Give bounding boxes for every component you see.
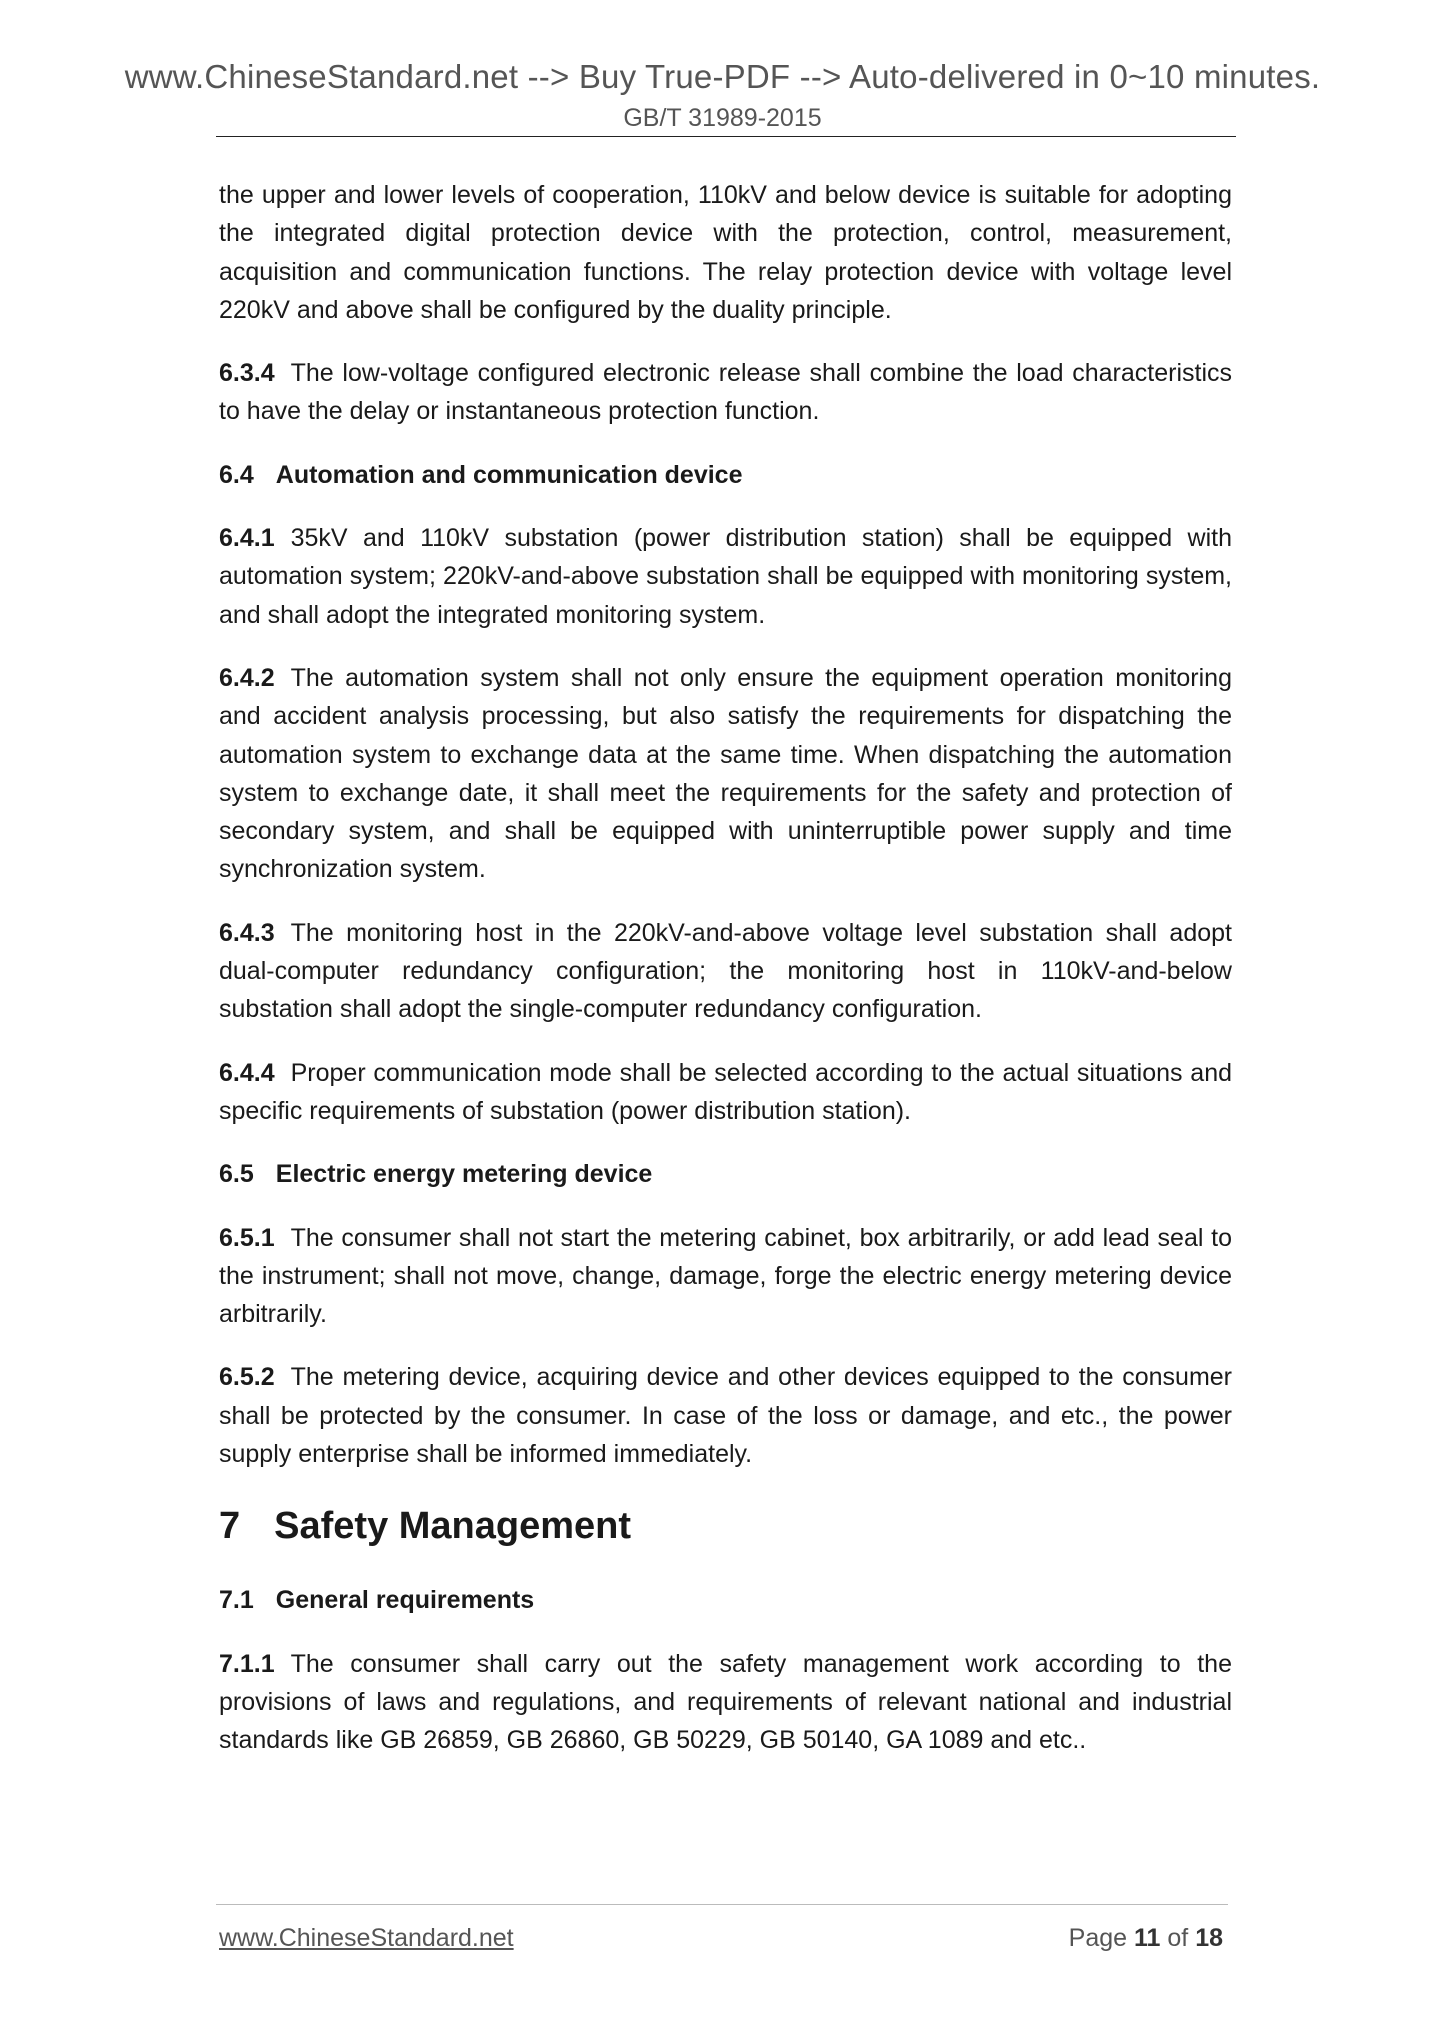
site-banner: www.ChineseStandard.net --> Buy True-PDF --> Auto-delivered in 0~10 minutes. xyxy=(124,58,1321,95)
clause-number: 6.4.4 xyxy=(219,1058,275,1087)
clause-6-4-3 xyxy=(219,914,1232,1029)
section-title: Electric energy metering device xyxy=(275,1160,653,1189)
footer-site-link[interactable]: www.ChineseStandard.net xyxy=(219,1924,514,1952)
clause-6-5-2 xyxy=(219,1358,1232,1473)
clause-text: The low-voltage configured electronic release shall combine the load characteristics to have the delay or instantaneous protection function. xyxy=(219,359,1232,426)
clause-number: 7.1.1 xyxy=(219,1649,275,1678)
clause-text: 35kV and 110kV substation (power distribution station) shall be equipped with automation system; 220kV-and-above substation shall be equipped with monitoring system, and shall adopt the integrated monitoring system. xyxy=(219,524,1232,629)
footer-divider xyxy=(216,1904,1228,1905)
clause-text: The consumer shall not start the metering cabinet, box arbitrarily, or add lead seal to the instrument; shall not move, change, damage, forge the electric energy metering device arbitrarily. xyxy=(219,1223,1232,1329)
clause-text: The monitoring host in the 220kV-and-above voltage level substation shall adopt dual-computer redundancy configuration; the monitoring host in 110kV-and-below substation shall adopt the single-computer redundancy configuration. xyxy=(219,918,1232,1024)
clause-6-4-2 xyxy=(219,659,1232,889)
section-heading-6-5 xyxy=(219,1155,1232,1193)
section-number: 6.5 xyxy=(219,1160,254,1189)
document-body xyxy=(219,176,1232,1785)
header-divider xyxy=(216,136,1236,137)
clause-number: 6.4.3 xyxy=(219,918,275,947)
chapter-title: Safety Management xyxy=(274,1505,632,1548)
clause-text: The consumer shall carry out the safety management work according to the provisions of laws and regulations, and requirements of relevant national and industrial standards like GB 26859, GB 26860, GB 50229, GB 50140, GA 1089 and etc.. xyxy=(219,1649,1232,1755)
clause-number: 6.5.1 xyxy=(219,1223,275,1252)
clause-6-5-1 xyxy=(219,1219,1232,1334)
section-number: 7.1 xyxy=(219,1586,254,1615)
clause-text: The metering device, acquiring device and other devices equipped to the consumer shall be protected by the consumer. In case of the loss or damage, and etc., the power supply enterprise shall be informed immediately. xyxy=(219,1363,1232,1469)
clause-text: Proper communication mode shall be selected according to the actual situations and specific requirements of substation (power distribution station). xyxy=(219,1058,1232,1125)
section-title: Automation and communication device xyxy=(275,460,743,489)
clause-6-3-4 xyxy=(219,354,1232,431)
page-word: Page xyxy=(1068,1924,1128,1952)
page-indicator xyxy=(1069,1924,1223,1953)
clause-7-1-1 xyxy=(219,1645,1232,1760)
section-heading-7-1 xyxy=(219,1581,1232,1619)
page-total: 18 xyxy=(1195,1924,1223,1952)
paragraph-intro: the upper and lower levels of cooperation, 110kV and below device is suitable for adopting the integrated digital protection device with the protection, control, measurement, acquisition and communication functions. The relay protection device with voltage level 220kV and above shall be configured by the duality principle. xyxy=(219,181,1232,324)
clause-number: 6.4.1 xyxy=(219,524,275,553)
page-current: 11 xyxy=(1133,1924,1161,1952)
clause-text: The automation system shall not only ensure the equipment operation monitoring and accident analysis processing, but also satisfy the requirements for dispatching the automation system to exchange data at the same time. When dispatching the automation system to exchange date, it shall meet the requirements for the safety and protection of secondary system, and shall be equipped with uninterruptible power supply and time synchronization system. xyxy=(219,663,1232,884)
section-heading-6-4 xyxy=(219,456,1232,494)
clause-6-4-1 xyxy=(219,519,1232,634)
clause-6-4-4 xyxy=(219,1054,1232,1131)
standard-code: GB/T 31989-2015 xyxy=(623,104,822,132)
clause-number: 6.3.4 xyxy=(219,359,275,388)
clause-number: 6.5.2 xyxy=(219,1363,275,1392)
page-of: of xyxy=(1167,1924,1189,1952)
chapter-number: 7 xyxy=(219,1505,241,1548)
section-number: 6.4 xyxy=(219,460,254,489)
chapter-heading-7 xyxy=(219,1502,1232,1550)
section-title: General requirements xyxy=(275,1586,535,1615)
clause-number: 6.4.2 xyxy=(219,663,275,692)
